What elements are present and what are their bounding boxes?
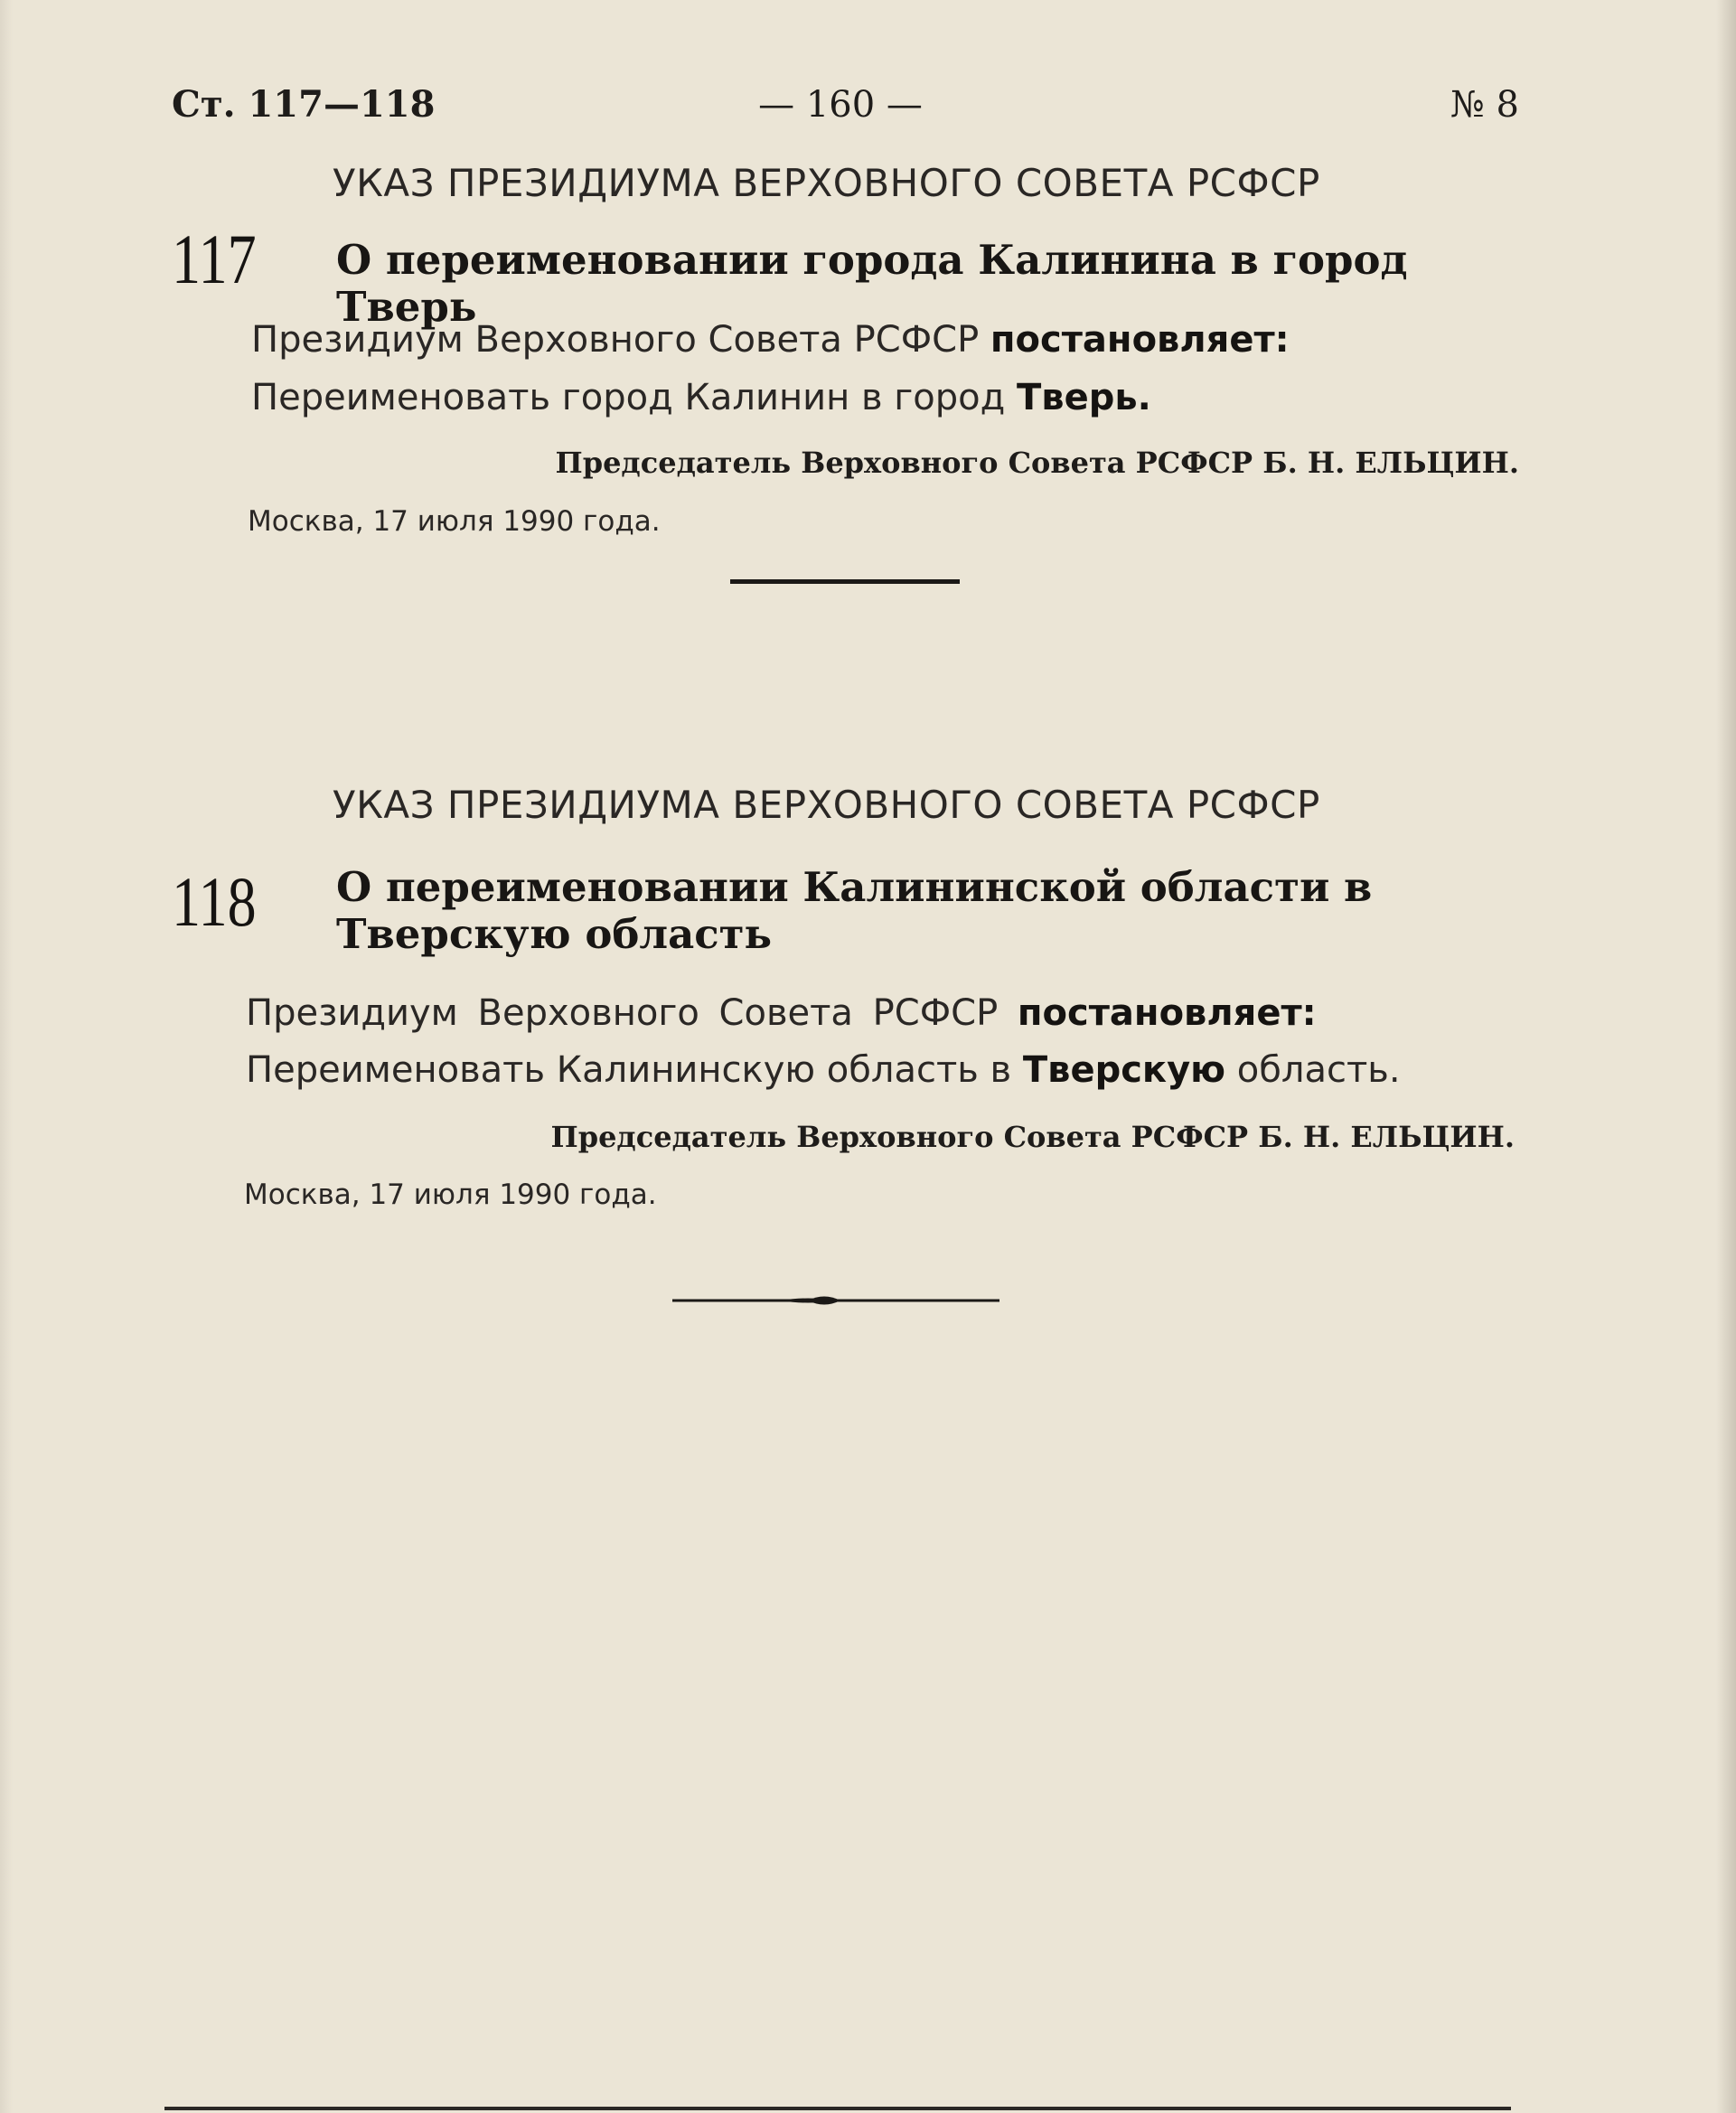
issue-date: Москва, 17 июля 1990 года. <box>244 1179 657 1211</box>
preamble <box>251 315 1290 364</box>
decree-heading: УКАЗ ПРЕЗИДИУМА ВЕРХОВНОГО СОВЕТА РСФСР <box>333 783 1320 827</box>
article-number: 117 <box>172 220 257 298</box>
resolution-plain: Переименовать город Калинин в город <box>251 377 1017 418</box>
decree-heading: УКАЗ ПРЕЗИДИУМА ВЕРХОВНОГО СОВЕТА РСФСР <box>333 161 1320 205</box>
page-edge-right <box>1716 0 1736 2113</box>
section-divider <box>730 579 960 584</box>
end-ornament <box>672 1287 999 1314</box>
resolution-plain: Переименовать Калининскую область в <box>246 1049 1023 1091</box>
article-number: 118 <box>172 862 257 941</box>
preamble-text: Президиум Верховного Совета РСФСР <box>251 319 990 361</box>
signature: Председатель Верховного Совета РСФСР Б. Н. ЕЛЬЦИН. <box>555 446 1519 480</box>
preamble <box>246 989 1317 1038</box>
preamble-text: Президиум Верховного Совета РСФСР <box>246 992 1018 1034</box>
issue-number: № 8 <box>1450 84 1519 126</box>
page-number: — 160 — <box>758 84 923 126</box>
article-title: О переименовании Калининской области в Тверскую область <box>336 863 1373 958</box>
resolution-bold: Тверскую <box>1022 1049 1226 1091</box>
article-range: Ст. 117—118 <box>172 83 436 126</box>
page-edge-left <box>0 0 13 2113</box>
bottom-rule <box>164 2107 1511 2110</box>
issue-date: Москва, 17 июля 1990 года. <box>248 505 661 538</box>
signature: Председатель Верховного Совета РСФСР Б. Н. ЕЛЬЦИН. <box>550 1120 1515 1154</box>
preamble-verb: постановляет: <box>990 319 1290 361</box>
resolution-text <box>251 373 1151 422</box>
resolution-bold: Тверь. <box>1017 377 1151 418</box>
resolution-text <box>246 1046 1401 1094</box>
preamble-verb: постановляет: <box>1017 992 1317 1034</box>
article-title: О переименовании города Калинина в город Тверь <box>336 236 1408 331</box>
resolution-tail: область. <box>1225 1049 1401 1091</box>
